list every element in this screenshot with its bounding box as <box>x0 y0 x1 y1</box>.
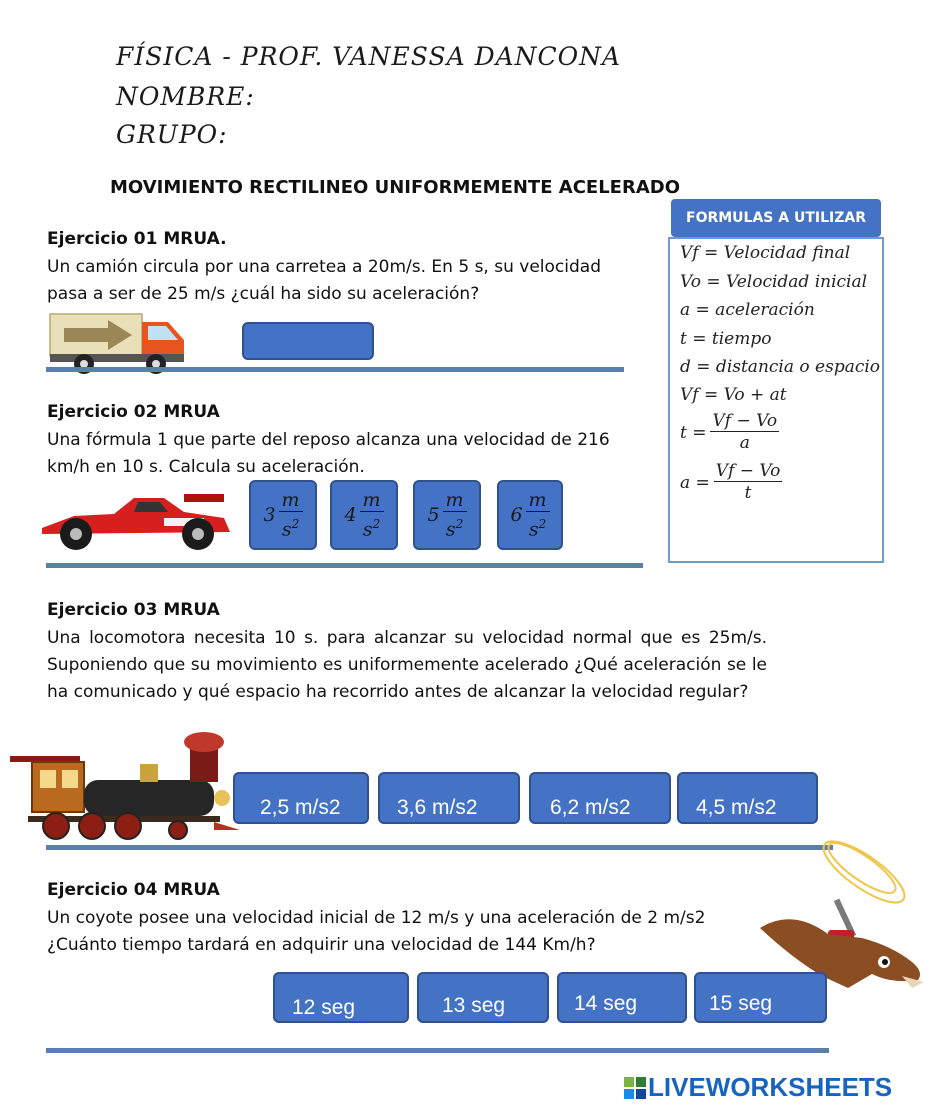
option-unit-den: s <box>362 518 373 541</box>
formula-accel-num: Vf − Vo <box>715 461 781 481</box>
formula-line: t = tiempo <box>680 329 772 349</box>
formula-line: d = distancia o espacio <box>680 357 881 377</box>
liveworksheets-brand: LIVEWORKSHEETS <box>648 1072 893 1102</box>
formula-line: Vo = Velocidad inicial <box>680 272 868 292</box>
locomotive-image <box>10 730 240 842</box>
exercise-3-title: Ejercicio 03 MRUA <box>47 600 220 620</box>
formula-time <box>680 411 779 454</box>
option-unit-exp: 2 <box>291 516 300 531</box>
divider <box>46 367 624 372</box>
formulas-box <box>668 237 884 563</box>
exercise-2-option-2[interactable] <box>330 480 398 550</box>
exercise-4-title: Ejercicio 04 MRUA <box>47 880 220 900</box>
exercise-4-text-2: ¿Cuánto tiempo tardará en adquirir una velocidad de 144 Km/h? <box>47 935 596 955</box>
exercise-4-option-4[interactable]: 15 seg <box>694 972 827 1023</box>
name-label: NOMBRE: <box>116 82 255 111</box>
formula-accel <box>680 461 782 504</box>
option-unit-den: s <box>528 518 539 541</box>
exercise-3-option-3[interactable]: 6,2 m/s2 <box>529 772 671 824</box>
formula-time-den: a <box>739 433 750 453</box>
option-unit-num: m <box>360 489 384 512</box>
formula-line: Vf = Velocidad final <box>680 243 851 263</box>
divider <box>46 845 833 850</box>
exercise-1-answer-box[interactable] <box>242 322 374 360</box>
option-unit-den: s <box>281 518 292 541</box>
exercise-4-option-2[interactable]: 13 seg <box>417 972 549 1023</box>
formula-line: a = aceleración <box>680 300 815 320</box>
option-unit-num: m <box>279 489 303 512</box>
exercise-4-text-1: Un coyote posee una velocidad inicial de 12 m/s y una aceleración de 2 m/s2 <box>47 908 706 928</box>
option-unit-exp: 2 <box>538 516 547 531</box>
formula-accel-lhs: a = <box>680 472 710 493</box>
formula-time-num: Vf − Vo <box>712 411 778 431</box>
exercise-1-title: Ejercicio 01 MRUA. <box>47 229 227 249</box>
exercise-2-option-4[interactable] <box>497 480 563 550</box>
exercise-3-option-2[interactable]: 3,6 m/s2 <box>378 772 520 824</box>
divider <box>46 563 643 568</box>
exercise-2-option-3[interactable] <box>413 480 481 550</box>
liveworksheets-logo <box>624 1072 892 1103</box>
option-unit-den: s <box>445 518 456 541</box>
exercise-3-option-4[interactable]: 4,5 m/s2 <box>677 772 818 824</box>
race-car-image <box>34 484 234 554</box>
option-unit-exp: 2 <box>455 516 464 531</box>
exercise-4-option-1[interactable]: 12 seg <box>273 972 409 1023</box>
exercise-3-option-1[interactable]: 2,5 m/s2 <box>233 772 369 824</box>
liveworksheets-icon <box>624 1077 646 1099</box>
option-unit-num: m <box>526 489 550 512</box>
divider <box>46 1048 829 1053</box>
formulas-header: FORMULAS A UTILIZAR <box>671 199 881 237</box>
option-unit-num: m <box>443 489 467 512</box>
exercise-4-option-3[interactable]: 14 seg <box>557 972 687 1023</box>
formula-time-lhs: t = <box>680 422 707 443</box>
subject-title: FÍSICA - PROF. VANESSA DANCONA <box>116 42 622 71</box>
exercise-2-text: Una fórmula 1 que parte del reposo alcanza una velocidad de 216 km/h en 10 s. Calcula su aceleración. <box>47 430 610 477</box>
option-unit-exp: 2 <box>372 516 381 531</box>
group-label: GRUPO: <box>116 120 228 149</box>
truck-image <box>48 308 188 376</box>
exercise-3-text: Una locomotora necesita 10 s. para alcanzar su velocidad normal que es 25m/s. Suponiendo que su movimiento es uniformemente acelerado ¿Qué aceleración se le ha comunicado y qué espacio ha recorrido antes de alcanzar la velocidad regular? <box>47 628 767 702</box>
formula-line: Vf = Vo + at <box>680 385 787 405</box>
option-value: 3 <box>263 504 276 526</box>
formula-accel-den: t <box>744 483 752 503</box>
exercise-2-option-1[interactable] <box>249 480 317 550</box>
option-value: 5 <box>427 504 440 526</box>
option-value: 4 <box>344 504 357 526</box>
main-title: MOVIMIENTO RECTILINEO UNIFORMEMENTE ACELERADO <box>110 177 681 198</box>
exercise-2-title: Ejercicio 02 MRUA <box>47 402 220 422</box>
option-value: 6 <box>510 504 523 526</box>
exercise-1-text: Un camión circula por una carretea a 20m/s. En 5 s, su velocidad pasa a ser de 25 m/s ¿cuál ha sido su aceleración? <box>47 257 601 304</box>
